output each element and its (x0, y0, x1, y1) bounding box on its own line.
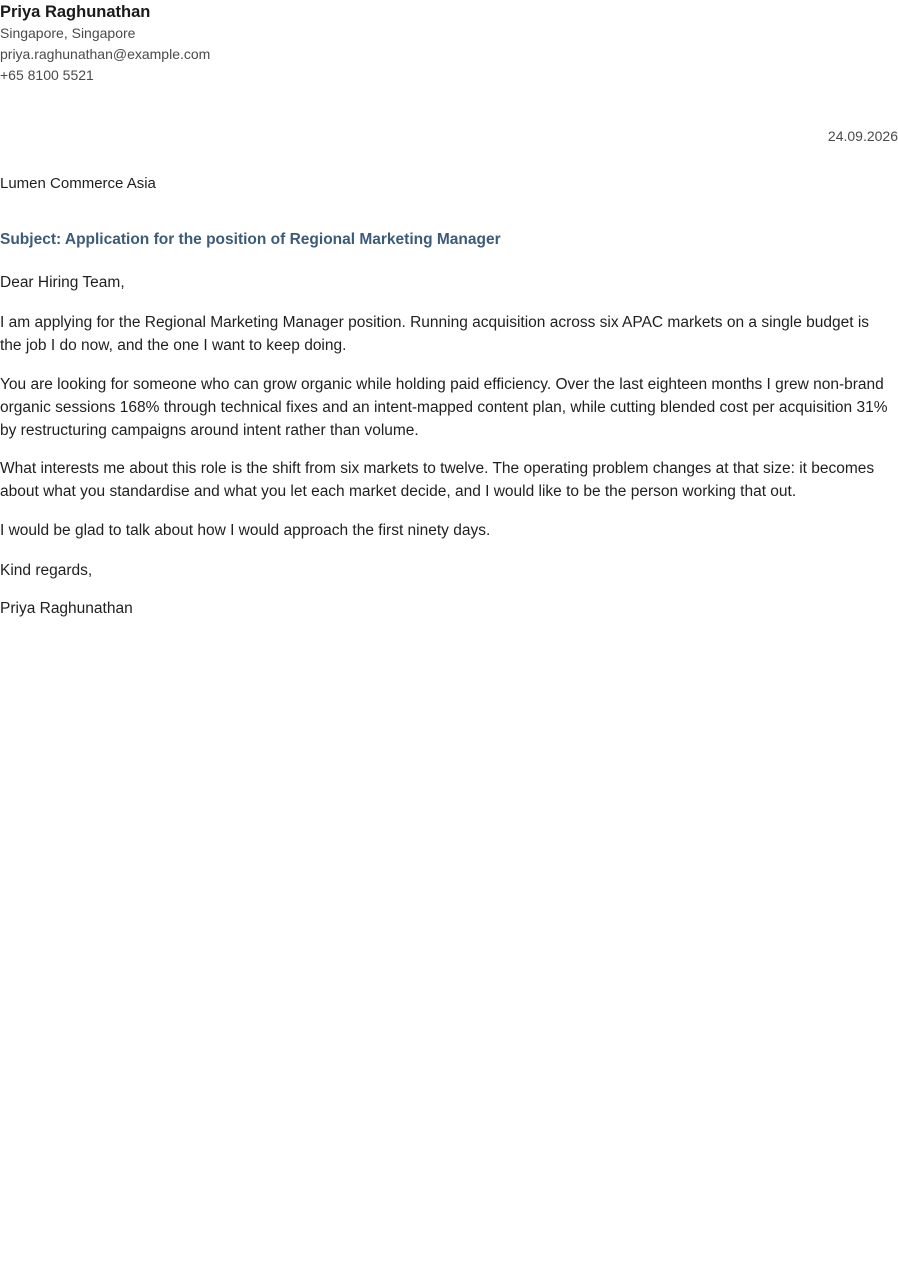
body-paragraph: I would be glad to talk about how I would approach the first ninety days. (0, 522, 491, 539)
closing: Kind regards, (0, 562, 93, 579)
signature: Priya Raghunathan (0, 600, 133, 617)
recipient-company: Lumen Commerce Asia (0, 175, 156, 192)
sender-phone: +65 8100 5521 (0, 67, 94, 83)
sender-name: Priya Raghunathan (0, 3, 151, 21)
letter-date: 24.09.2026 (827, 128, 898, 144)
sender-email: priya.raghunathan@example.com (0, 46, 211, 62)
body-paragraph: I am applying for the Regional Marketing Manager position. Running acquisition across six APAC markets on a single budget is the job I do now, and the one I want to keep doing. (0, 314, 870, 354)
body-paragraph: You are looking for someone who can grow organic while holding paid efficiency. Over the last eighteen months I grew non-brand organic sessions 168% through technical fixes and an intent-mapped content plan, while cutting blended cost per acquisition 31% by restructuring campaigns around intent rather than volume. (0, 376, 888, 439)
sender-location: Singapore, Singapore (0, 25, 136, 41)
body-paragraph: What interests me about this role is the shift from six markets to twelve. The operating problem changes at that size: it becomes about what you standardise and what you let each market decide, and I would like to be the person working that out. (0, 460, 875, 500)
subject-line: Subject: Application for the position of Regional Marketing Manager (0, 231, 501, 248)
salutation: Dear Hiring Team, (0, 274, 125, 291)
